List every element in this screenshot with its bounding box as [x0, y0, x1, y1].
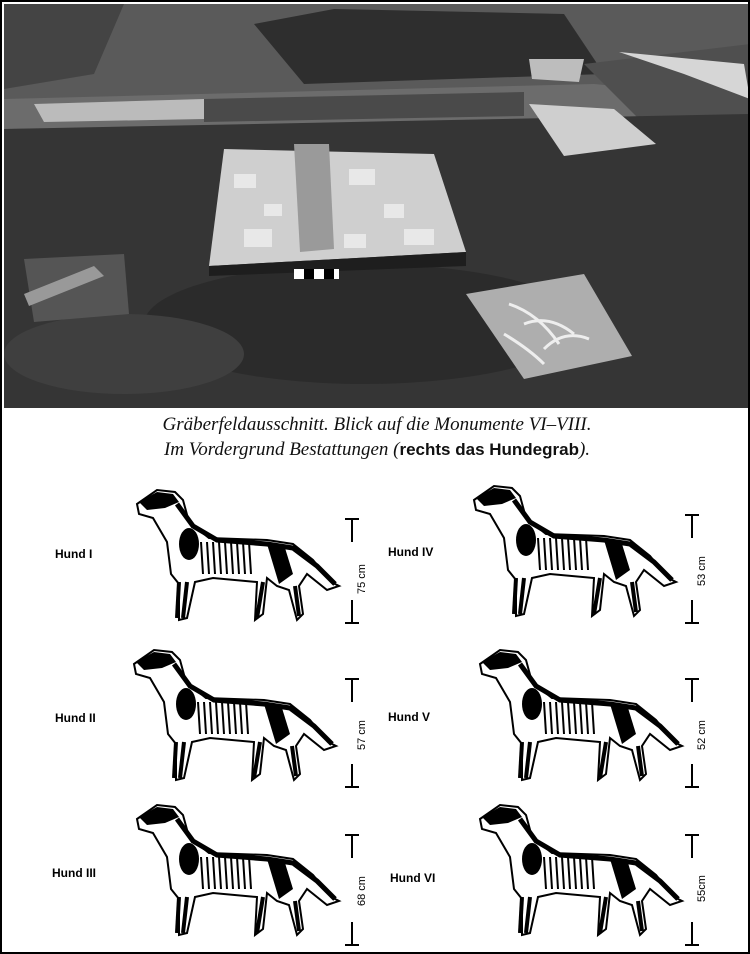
height-value-5: 52 cm [696, 720, 708, 750]
height-value-2: 57 cm [356, 720, 368, 750]
height-scale-3 [342, 834, 368, 946]
height-value-6: 55cm [696, 875, 708, 902]
caption-text: Im Vordergrund Bestattungen ( [163, 439, 400, 460]
dog-skeleton-figure-1 [117, 482, 347, 627]
height-value-3: 68 cm [356, 876, 368, 906]
dog-skeleton-figure-3 [117, 797, 347, 942]
height-scale-2 [342, 678, 368, 788]
height-value-1: 75 cm [356, 564, 368, 594]
height-scale-4 [682, 514, 708, 624]
height-value-4: 53 cm [696, 556, 708, 586]
height-scale-5 [682, 678, 708, 788]
dog-skeleton-figure-2 [114, 642, 344, 787]
caption-text-end: ). [578, 439, 591, 460]
excavation-photo [4, 4, 750, 408]
dog-label-5: Hund V [388, 710, 430, 724]
photo-caption [2, 412, 750, 462]
caption-line-2 [2, 437, 750, 462]
caption-bold-text: rechts das Hundegrab [399, 440, 579, 459]
dog-skeleton-figure-4 [454, 478, 684, 623]
caption-line-1: Gräberfeldausschnitt. Blick auf die Monumente VI–VIII. [162, 414, 592, 435]
dog-skeleton-figure-6 [460, 797, 690, 942]
dog-label-2: Hund II [55, 711, 96, 725]
height-scale-6 [682, 834, 708, 946]
height-scale-1 [342, 518, 368, 624]
dog-skeleton-figure-5 [460, 642, 690, 787]
dog-label-4: Hund IV [388, 545, 434, 559]
dog-label-3: Hund III [52, 866, 96, 880]
dog-label-1: Hund I [55, 547, 93, 561]
dog-label-6: Hund VI [390, 871, 436, 885]
